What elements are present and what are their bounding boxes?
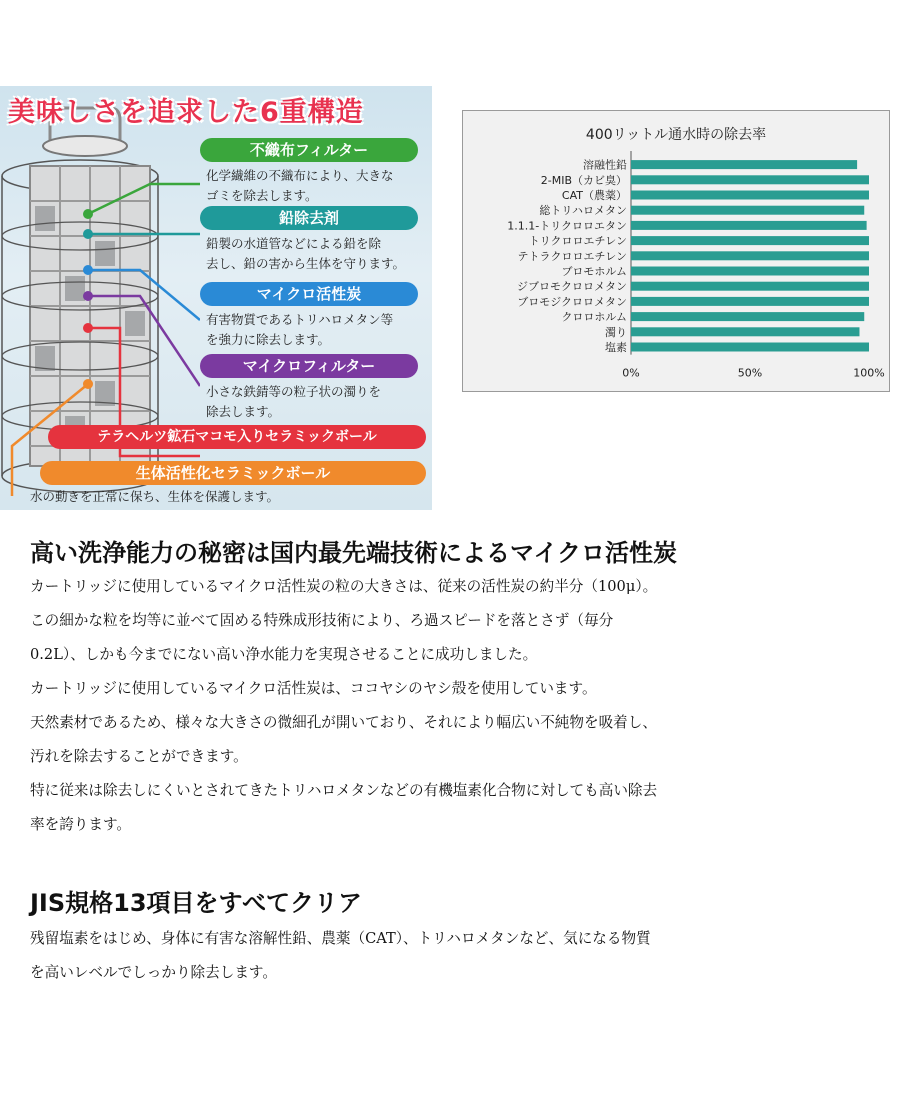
category-label-9: ジブロモクロロメタン [517, 280, 627, 294]
category-label-8: ブロモホルム [561, 265, 627, 278]
x-tick-label-1: 0% [622, 366, 640, 380]
removal-rate-chart-svg [463, 111, 889, 391]
x-tick-label-3: 100% [853, 366, 885, 380]
layer-description-2-line-2: 去し、鉛の害から生体を守ります。 [206, 256, 406, 271]
layer-description-1-line-1: 化学繊維の不織布により、大きな [206, 168, 394, 183]
layer-label-4: マイクロフィルター [200, 354, 418, 378]
section1-line-2: この細かな粒を均等に並べて固める特殊成形技術により、ろ過スピードを落とさず（毎分 [30, 612, 614, 629]
category-label-5: 1.1.1-トリクロロエタン [507, 219, 627, 233]
bar-1 [631, 160, 857, 169]
category-label-3: CAT（農薬） [561, 189, 627, 202]
category-label-6: トリクロロエチレン [528, 234, 627, 248]
filter-structure-diagram [0, 86, 432, 510]
bar-6 [631, 236, 869, 245]
layer-description-6-line-1: 水の動きを正常に保ち、生体を保護します。 [30, 489, 280, 504]
bar-13 [631, 343, 869, 352]
section1-body [30, 570, 657, 842]
category-label-10: ブロモジクロロメタン [517, 295, 627, 309]
layer-description-3-line-1: 有害物質であるトリハロメタン等 [206, 312, 394, 327]
layer-label-2: 鉛除去剤 [200, 206, 418, 230]
category-label-11: クロロホルム [561, 310, 627, 324]
category-label-1: 溶融性鉛 [583, 158, 627, 172]
diagram-title: 美味しさを追求した6重構造 [8, 97, 364, 128]
bar-2 [631, 175, 869, 184]
section1-line-4: カートリッジに使用しているマイクロ活性炭は、ココヤシのヤシ殻を使用しています。 [30, 680, 597, 697]
section2-body [30, 922, 651, 990]
layer-label-5: テラヘルツ鉱石マコモ入りセラミックボール [48, 425, 426, 449]
bar-9 [631, 282, 869, 291]
bar-10 [631, 297, 869, 306]
category-label-12: 濁り [605, 325, 627, 339]
bar-12 [631, 327, 859, 336]
layer-description-3-line-2: を強力に除去します。 [206, 332, 331, 347]
category-label-4: 総トリハロメタン [539, 204, 627, 218]
layer-description-1-line-2: ゴミを除去します。 [206, 188, 318, 203]
removal-rate-chart [462, 110, 890, 392]
section2-heading: JIS規格13項目をすべてクリア [30, 889, 363, 917]
section1-line-7: 特に従来は除去しにくいとされてきたトリハロメタンなどの有機塩素化合物に対しても高い除去 [30, 782, 658, 799]
bar-8 [631, 267, 869, 276]
chart-title: 400リットル通水時の除去率 [585, 127, 767, 143]
bar-5 [631, 221, 867, 230]
layer-description-4-line-2: 除去します。 [206, 404, 281, 419]
layer-description-4-line-1: 小さな鉄錆等の粒子状の濁りを [206, 384, 382, 399]
section2-line-2: を高いレベルでしっかり除去します。 [30, 964, 277, 981]
section1-line-1: カートリッジに使用しているマイクロ活性炭の粒の大きさは、従来の活性炭の約半分（100μ）。 [30, 578, 658, 595]
bar-11 [631, 312, 864, 321]
section1-line-3: 0.2L）、しかも今までにない高い浄水能力を実現させることに成功しました。 [30, 646, 538, 663]
section1-heading: 高い洗浄能力の秘密は国内最先端技術によるマイクロ活性炭 [30, 539, 678, 567]
section2-line-1: 残留塩素をはじめ、身体に有害な溶解性鉛、農薬（CAT）、トリハロメタンなど、気になる物質 [30, 930, 651, 947]
layer-label-1: 不織布フィルター [200, 138, 418, 162]
section1-line-6: 汚れを除去することができます。 [30, 748, 248, 765]
section1-line-5: 天然素材であるため、様々な大きさの微細孔が開いており、それにより幅広い不純物を吸着し、 [30, 714, 657, 731]
x-tick-label-2: 50% [737, 366, 763, 380]
bar-7 [631, 251, 869, 260]
bar-4 [631, 206, 864, 215]
category-label-7: テトラクロロエチレン [517, 249, 627, 263]
category-label-2: 2-MIB（カビ臭） [540, 173, 627, 187]
layer-label-3: マイクロ活性炭 [200, 282, 418, 306]
layer-label-6: 生体活性化セラミックボール [40, 461, 426, 485]
layer-description-2-line-1: 鉛製の水道管などによる鉛を除 [206, 236, 382, 251]
category-label-13: 塩素 [605, 341, 627, 354]
section1-line-8: 率を誇ります。 [30, 816, 131, 833]
bar-3 [631, 191, 869, 200]
